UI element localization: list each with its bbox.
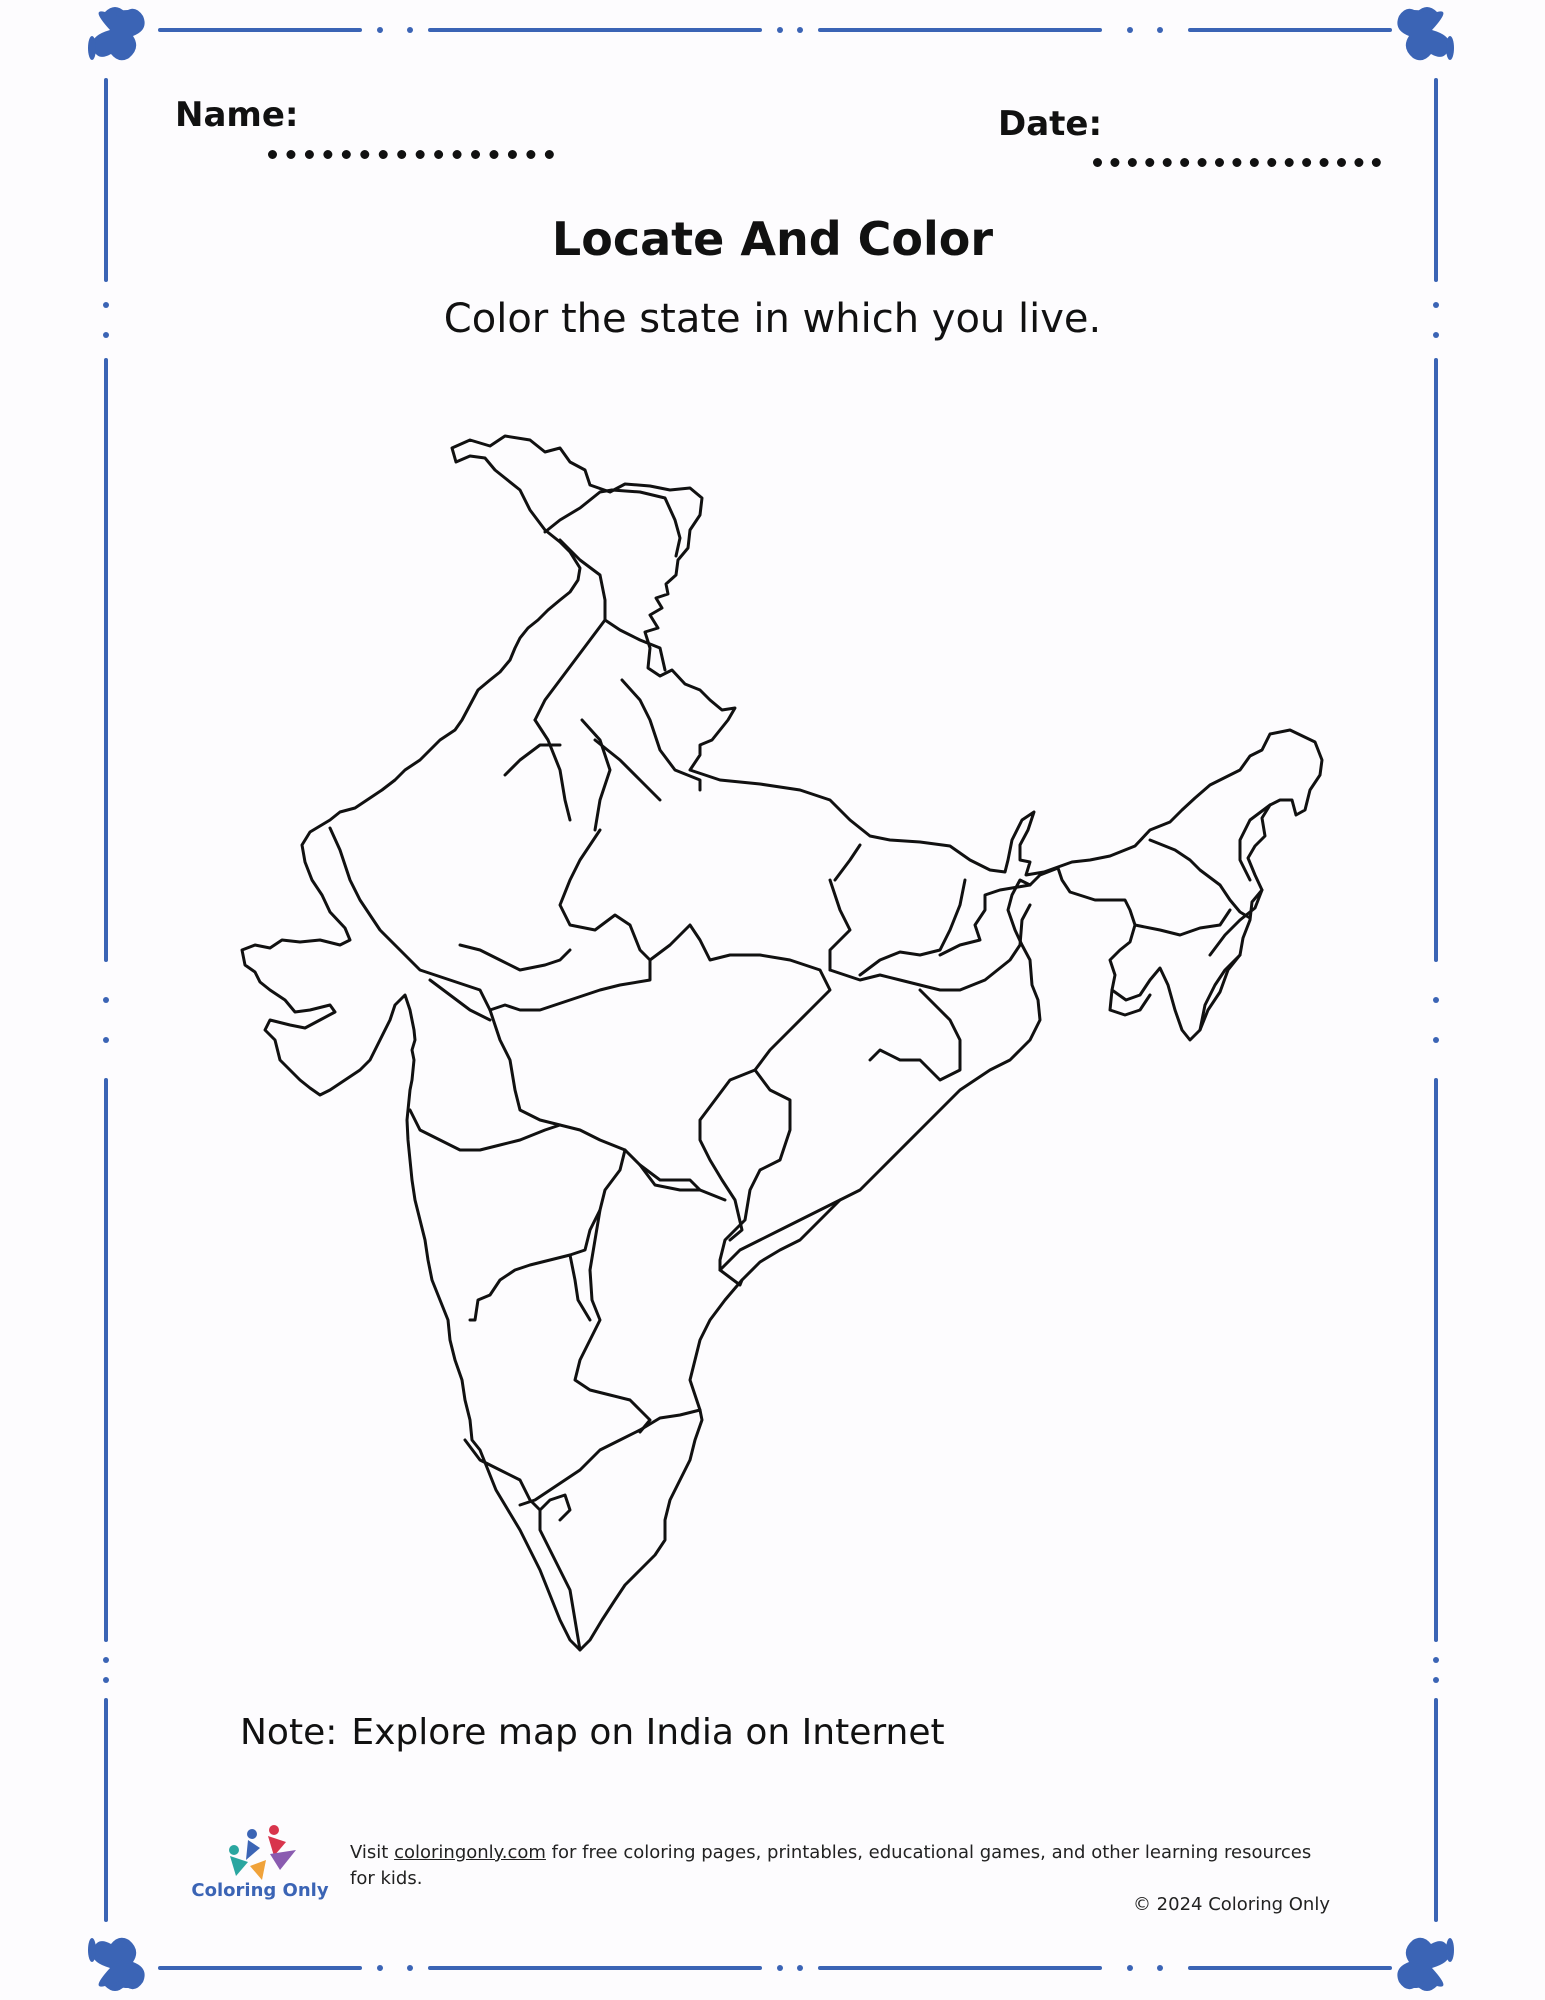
note-label: Note: (240, 1712, 338, 1753)
name-field[interactable] (268, 150, 554, 159)
note-text: Explore map on India on Internet (351, 1712, 945, 1753)
corner-ornament-bottom-right (1397, 1938, 1454, 1991)
india-map-icon (230, 420, 1350, 1670)
footer (350, 1840, 1330, 1918)
coloring-only-logo-icon (190, 1820, 330, 1920)
corner-ornament-bottom-left (88, 1938, 145, 1991)
copyright: © 2024 Coloring Only (1132, 1894, 1330, 1915)
india-outline (242, 436, 1322, 1650)
footer-visit-line: Visit coloringonly.com for free coloring pages, printables, educational games, and other learning resources for kids. (350, 1842, 1312, 1889)
date-label: Date: (998, 104, 1103, 144)
page-title: Locate And Color (551, 212, 994, 266)
page-instructions: Color the state in which you live. (443, 296, 1102, 342)
date-field[interactable] (1093, 158, 1381, 167)
name-label: Name: (175, 95, 299, 135)
corner-ornament-top-left (88, 7, 145, 60)
corner-ornament-top-right (1397, 7, 1454, 60)
logo-text: Coloring Only (191, 1880, 329, 1901)
note (240, 1712, 945, 1753)
coloringonly-link[interactable]: coloringonly.com (394, 1842, 546, 1863)
